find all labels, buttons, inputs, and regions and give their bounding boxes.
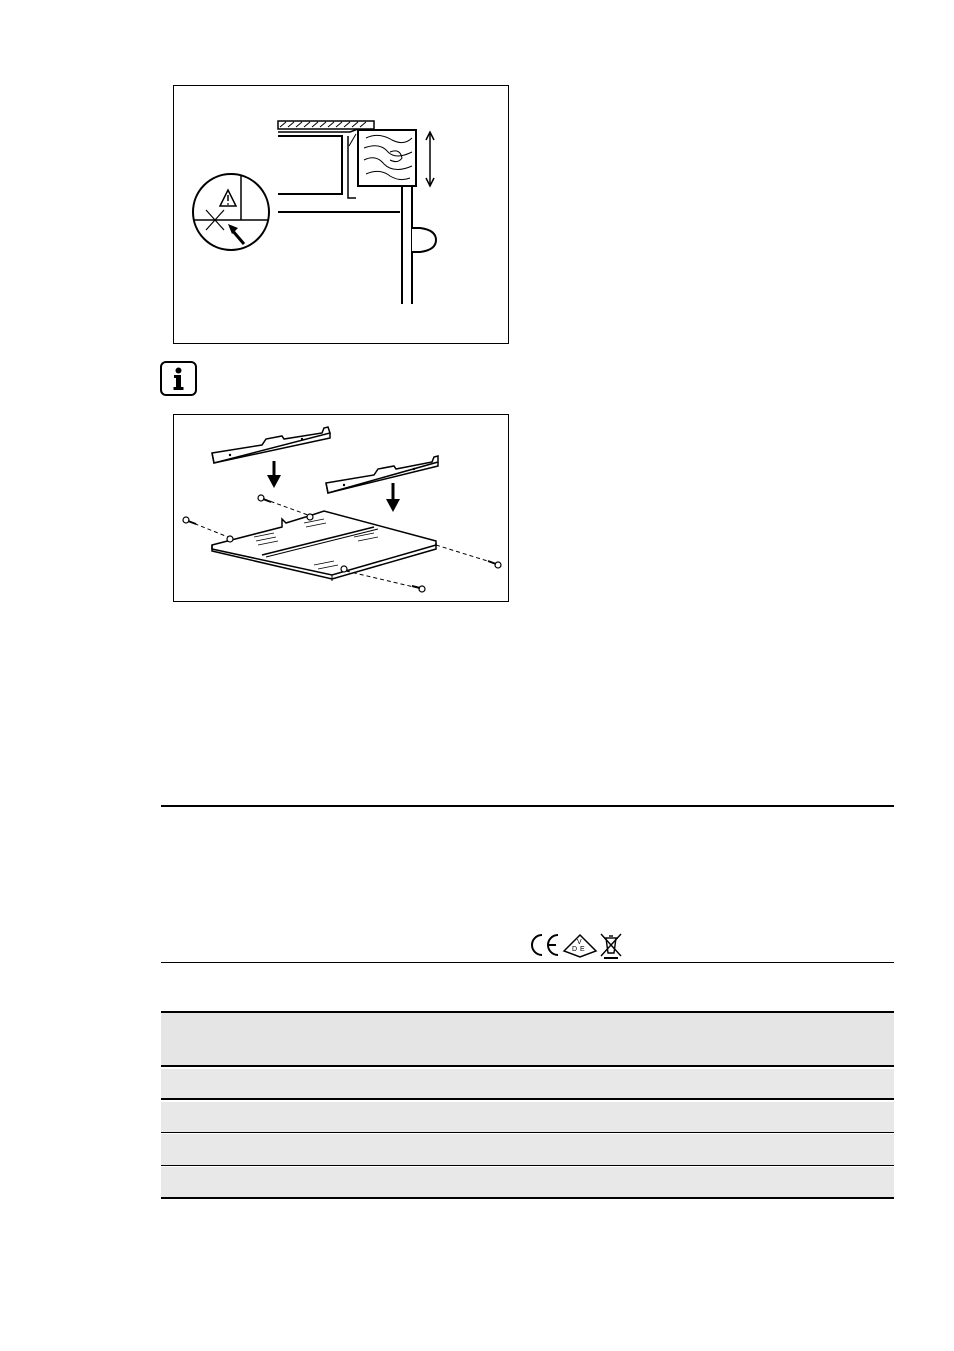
vde-mark-icon (564, 935, 596, 957)
screw-icon (183, 517, 196, 524)
table-row (161, 1134, 894, 1166)
info-icon (160, 361, 197, 396)
mounting-frame-figure (173, 414, 509, 602)
screw-icon (258, 495, 271, 502)
svg-text:D: D (572, 946, 578, 953)
mounting-rail-left (212, 427, 330, 463)
section-divider (161, 805, 894, 807)
cabinet-section-figure (173, 85, 509, 344)
mounting-rail-right (326, 456, 438, 493)
svg-text:V: V (577, 939, 582, 946)
table-row (161, 1069, 894, 1100)
warning-callout (193, 174, 269, 250)
screw-icon (412, 586, 425, 592)
cabinet-door (402, 186, 436, 304)
svg-text:E: E (580, 946, 585, 953)
height-dimension-arrow (426, 132, 434, 186)
crossed-bin-icon (601, 934, 621, 958)
section-divider (161, 962, 894, 963)
certification-marks (528, 929, 624, 961)
screw-icon (488, 561, 501, 568)
cabinet-section-drawing (174, 86, 510, 345)
wooden-strip (358, 130, 416, 186)
mounting-frame-drawing (174, 415, 510, 603)
table-header-row (161, 1013, 894, 1067)
down-arrow-icon (386, 483, 400, 512)
base-frame (212, 511, 436, 581)
down-arrow-icon (267, 461, 281, 488)
ce-mark-icon (532, 935, 558, 955)
table-row (161, 1167, 894, 1199)
table-row (161, 1102, 894, 1133)
